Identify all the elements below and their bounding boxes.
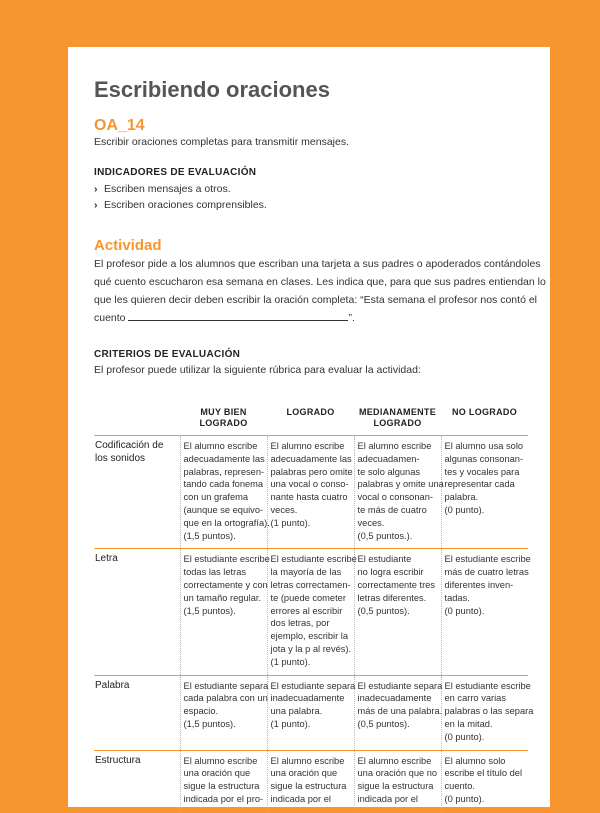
cell-line: palabras pero omite <box>270 466 353 477</box>
fill-in-blank <box>128 310 348 321</box>
cell-line: algunas consonan- <box>444 453 524 464</box>
cell-line: veces. <box>357 517 385 528</box>
indicator-item <box>94 181 267 197</box>
cell-line: adecuadamen- <box>357 453 420 464</box>
criteria-heading: CRITERIOS DE EVALUACIÓN <box>94 349 241 360</box>
cell-line: El alumno usa solo <box>444 441 524 451</box>
cell-line: (1,5 puntos). <box>183 605 236 616</box>
cell-line: escribe el título del <box>444 768 523 779</box>
rubric-row <box>94 436 528 549</box>
rubric-header-muy-bien-logrado <box>180 403 267 436</box>
cell-line: todas las letras <box>183 567 247 578</box>
cell-line: indicada por el pro- <box>183 793 264 804</box>
cell-line: una oración que no <box>357 768 438 779</box>
cell-line: te (puede cometer <box>270 592 346 603</box>
cell-line: El alumno escribe <box>270 755 345 766</box>
activity-line: El profesor pide a los alumnos que escriban una tarjeta a sus padres o apoderados contándoles <box>94 258 541 270</box>
cell-line: más de cuatro letras <box>444 567 529 578</box>
cell-line: palabras y omite una <box>357 479 444 490</box>
cell-line: te solo algunas <box>357 466 421 477</box>
cell-line: más de una palabra. <box>357 706 443 717</box>
cell-line: correctamente tres <box>357 579 436 590</box>
cell-line: no logra escribir <box>357 567 424 578</box>
cell-muy-bien-logrado <box>180 549 270 675</box>
cell-line: que en la ortografía). <box>183 517 270 528</box>
rubric-header-medianamente-logrado <box>354 403 441 436</box>
cell-no-logrado <box>441 675 534 750</box>
cell-line: (1 punto). <box>270 656 311 667</box>
cell-line: letras diferentes. <box>357 592 427 603</box>
activity-line-start: cuento <box>94 312 126 324</box>
cell-line: indicada por el <box>357 793 418 804</box>
criterion-line: Estructura <box>95 754 141 766</box>
objective-code: OA_14 <box>94 117 145 134</box>
cell-line: El estudiante <box>357 554 412 565</box>
cell-line: (0 punto). <box>444 793 485 804</box>
cell-line: nante hasta cuatro <box>270 492 348 503</box>
activity-line-last <box>94 309 524 327</box>
activity-heading: Actividad <box>94 237 162 254</box>
cell-line: El estudiante separa <box>357 680 443 691</box>
rubric-row <box>94 750 528 812</box>
cell-line: la mayoría de las <box>270 567 342 578</box>
rubric-header-logrado <box>267 403 354 436</box>
cell-line: (0 punto). <box>444 605 485 616</box>
cell-line: (aunque se equivo- <box>183 504 264 515</box>
cell-line: El estudiante separa <box>270 680 356 691</box>
cell-line: representar cada <box>444 479 515 490</box>
objective-description: Escribir oraciones completas para transmitir mensajes. <box>94 136 350 148</box>
cell-line: (0,5 puntos.). <box>357 530 413 541</box>
cell-line: te más de cuatro <box>357 504 427 515</box>
cell-line: una oración que <box>183 768 251 779</box>
cell-line: tes y vocales para <box>444 466 520 477</box>
cell-line: sigue la estructura <box>183 781 260 792</box>
cell-line: diferentes inven- <box>444 579 514 590</box>
criterion-line: los sonidos <box>95 452 146 464</box>
cell-line: indicada por el <box>270 793 331 804</box>
cell-line: espacio. <box>183 706 219 717</box>
cell-line: (1,5 puntos). <box>183 718 236 729</box>
cell-line: El estudiante escribe <box>444 680 531 691</box>
cell-line: inadecuadamente <box>357 693 432 704</box>
cell-line: El estudiante escribe <box>183 554 270 565</box>
criteria-description: El profesor puede utilizar la siguiente rúbrica para evaluar la actividad: <box>94 364 421 376</box>
cell-line: El alumno solo <box>444 755 506 766</box>
cell-line: El estudiante escribe <box>270 554 357 565</box>
cell-line: cada palabra con un <box>183 693 268 704</box>
cell-line: adecuadamente las <box>183 453 265 464</box>
cell-line: inadecuadamente <box>270 693 345 704</box>
cell-line: El estudiante escribe <box>444 554 531 565</box>
activity-line: qué cuento escucharon esa semana en clases. Les indica que, para que sus padres entiendan lo <box>94 276 546 288</box>
cell-line: errores al escribir <box>270 605 343 616</box>
cell-medianamente-logrado <box>354 549 441 675</box>
cell-no-logrado <box>441 750 528 812</box>
cell-line: con un grafema <box>183 492 249 503</box>
rubric-criterion <box>94 675 180 750</box>
indicators-heading: INDICADORES DE EVALUACIÓN <box>94 167 257 178</box>
header-line: MUY BIEN <box>200 407 247 417</box>
rubric-table <box>94 403 534 813</box>
document-page <box>68 47 550 807</box>
cell-no-logrado <box>441 436 528 549</box>
cell-muy-bien-logrado <box>180 750 267 812</box>
criterion-line: Palabra <box>95 679 130 691</box>
rubric-header-row <box>94 403 528 436</box>
rubric-header-criterion <box>94 403 180 436</box>
activity-line-end: ”. <box>348 312 355 324</box>
cell-line: veces. <box>270 504 298 515</box>
cell-logrado <box>267 675 354 750</box>
criterion-line: Letra <box>95 553 118 565</box>
cell-line: (0 punto). <box>444 731 485 742</box>
cell-line: El alumno escribe <box>270 441 345 451</box>
rubric-criterion <box>94 436 180 549</box>
cell-line: tando cada fonema <box>183 479 264 490</box>
cell-line: cuento. <box>444 781 475 792</box>
cell-line: (1 punto). <box>270 718 311 729</box>
cell-line: El alumno escribe <box>357 441 432 451</box>
cell-line: una vocal o conso- <box>270 479 349 490</box>
cell-line: una oración que <box>270 768 338 779</box>
cell-line: letras correctamen- <box>270 579 351 590</box>
cell-line: en la mitad. <box>444 718 493 729</box>
cell-line: una palabra. <box>270 706 323 717</box>
cell-logrado <box>267 549 357 675</box>
rubric-header-no-logrado <box>441 403 528 436</box>
cell-logrado <box>267 750 354 812</box>
cell-muy-bien-logrado <box>180 675 267 750</box>
cell-line: El estudiante separa <box>183 680 269 691</box>
cell-line: jota y la p al revés). <box>270 643 352 654</box>
cell-medianamente-logrado <box>354 436 444 549</box>
cell-line: (0,5 puntos). <box>357 605 410 616</box>
cell-line: (0 punto). <box>444 504 485 515</box>
rubric-criterion <box>94 549 180 675</box>
indicator-text: Escriben mensajes a otros. <box>104 183 231 195</box>
indicator-text: Escriben oraciones comprensibles. <box>104 199 267 211</box>
cell-line: palabra. <box>444 492 479 503</box>
cell-medianamente-logrado <box>354 750 441 812</box>
cell-line: palabras o las separa <box>444 706 534 717</box>
cell-line: correctamente y con <box>183 579 268 590</box>
cell-line: en carro varias <box>444 693 506 704</box>
cell-line: un tamaño regular. <box>183 592 262 603</box>
chevron-right-icon: › <box>94 183 98 195</box>
cell-logrado <box>267 436 354 549</box>
header-line: NO LOGRADO <box>452 407 517 417</box>
criterion-line: Codificación de <box>95 440 164 451</box>
cell-line: (1 punto). <box>270 517 311 528</box>
cell-line: vocal o consonan- <box>357 492 433 503</box>
cell-line: sigue la estructura <box>357 781 434 792</box>
cell-line: El alumno escribe <box>183 755 258 766</box>
cell-line: tadas. <box>444 592 470 603</box>
activity-text <box>94 255 546 327</box>
indicators-list <box>94 181 267 213</box>
header-line: LOGRADO <box>373 418 422 428</box>
cell-line: sigue la estructura <box>270 781 347 792</box>
header-line: MEDIANAMENTE <box>358 407 437 417</box>
rubric-criterion <box>94 750 180 812</box>
cell-muy-bien-logrado <box>180 436 270 549</box>
cell-line: El alumno escribe <box>357 755 432 766</box>
indicator-item <box>94 197 267 213</box>
cell-line: El alumno escribe <box>183 441 258 451</box>
header-line: LOGRADO <box>199 418 248 428</box>
cell-line: ejemplo, escribir la <box>270 631 349 642</box>
cell-line: palabras, represen- <box>183 466 265 477</box>
chevron-right-icon: › <box>94 199 98 211</box>
cell-line: (0,5 puntos). <box>357 718 410 729</box>
cell-line: dos letras, por <box>270 618 330 629</box>
cell-no-logrado <box>441 549 531 675</box>
page-title: Escribiendo oraciones <box>94 77 330 102</box>
rubric-row <box>94 675 528 750</box>
cell-medianamente-logrado <box>354 675 441 750</box>
activity-line: que les quieren decir deben escribir la oración completa: “Esta semana el profesor nos contó el <box>94 294 537 306</box>
cell-line: adecuadamente las <box>270 453 352 464</box>
header-line: LOGRADO <box>286 407 335 417</box>
cell-line: (1,5 puntos). <box>183 530 236 541</box>
rubric-row <box>94 549 528 675</box>
